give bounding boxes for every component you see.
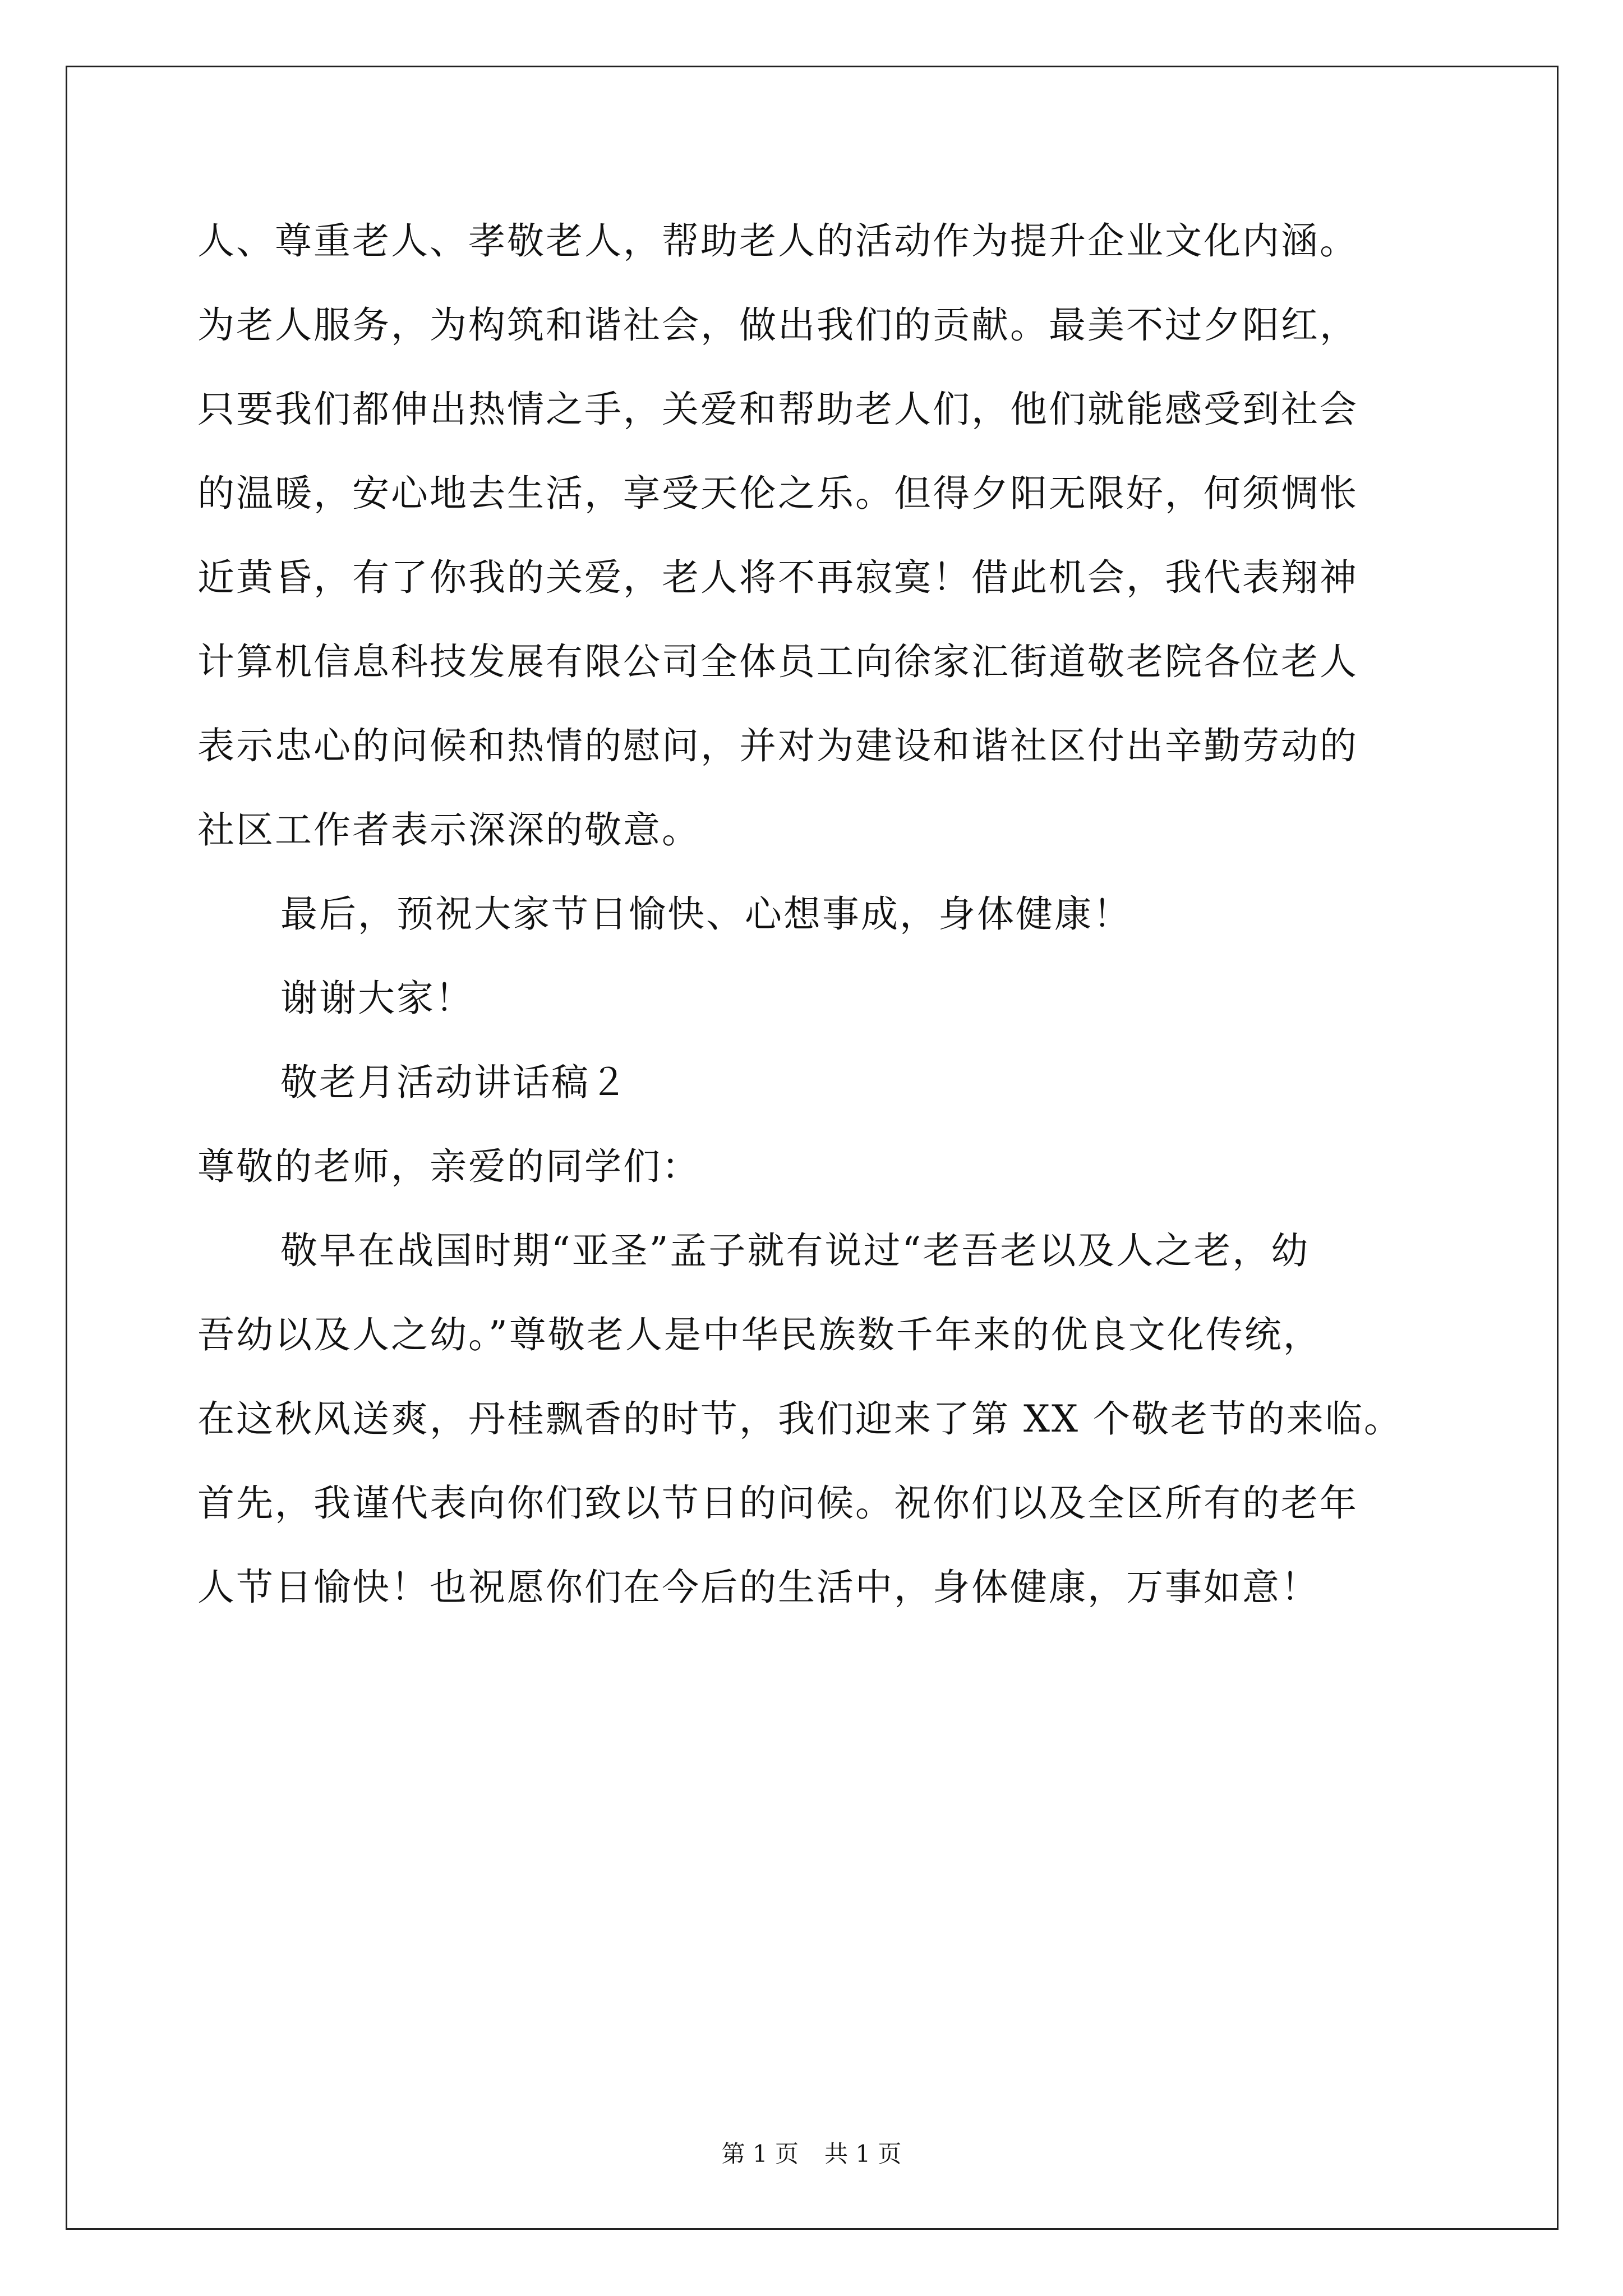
body-line-5: 近黄昏，有了你我的关爱，老人将不再寂寞！借此机会，我代表翔神 bbox=[197, 556, 1358, 599]
body-line-4: 的温暖，安心地去生活，享受天伦之乐。但得夕阳无限好，何须惆怅 bbox=[197, 472, 1358, 515]
closing-wish: 最后，预祝大家节日愉快、心想事成，身体健康！ bbox=[280, 892, 1132, 936]
page-number: 第 1 页 bbox=[721, 2140, 799, 2168]
body-line-8: 社区工作者表示深深的敬意。 bbox=[197, 808, 700, 852]
body-line-2: 为老人服务，为构筑和谐社会，做出我们的贡献。最美不过夕阳红， bbox=[197, 303, 1358, 347]
page-footer bbox=[0, 2138, 1623, 2170]
section-title: 敬老月活动讲话稿２ bbox=[280, 1061, 629, 1104]
body-line-13: 敬早在战国时期“亚圣”孟子就有说过“老吾老以及人之老，幼 bbox=[280, 1229, 1310, 1272]
page-total: 共 1 页 bbox=[824, 2140, 902, 2168]
body-line-1: 人、尊重老人、孝敬老人，帮助老人的活动作为提升企业文化内涵。 bbox=[197, 219, 1358, 263]
salutation: 尊敬的老师，亲爱的同学们： bbox=[197, 1145, 700, 1188]
body-line-3: 只要我们都伸出热情之手，关爱和帮助老人们，他们就能感受到社会 bbox=[197, 388, 1358, 431]
body-line-6: 计算机信息科技发展有限公司全体员工向徐家汇街道敬老院各位老人 bbox=[197, 640, 1358, 683]
body-line-16: 首先，我谨代表向你们致以节日的问候。祝你们以及全区所有的老年 bbox=[197, 1481, 1358, 1525]
body-line-7: 表示忠心的问候和热情的慰问，并对为建设和谐社区付出辛勤劳动的 bbox=[197, 724, 1358, 767]
body-line-15: 在这秋风送爽，丹桂飘香的时节，我们迎来了第 XX 个敬老节的来临。 bbox=[197, 1397, 1403, 1441]
body-line-14: 吾幼以及人之幼。”尊敬老人是中华民族数千年来的优良文化传统， bbox=[197, 1313, 1322, 1356]
body-line-17: 人节日愉快！也祝愿你们在今后的生活中，身体健康，万事如意！ bbox=[197, 1566, 1320, 1609]
closing-thanks: 谢谢大家！ bbox=[280, 977, 474, 1020]
